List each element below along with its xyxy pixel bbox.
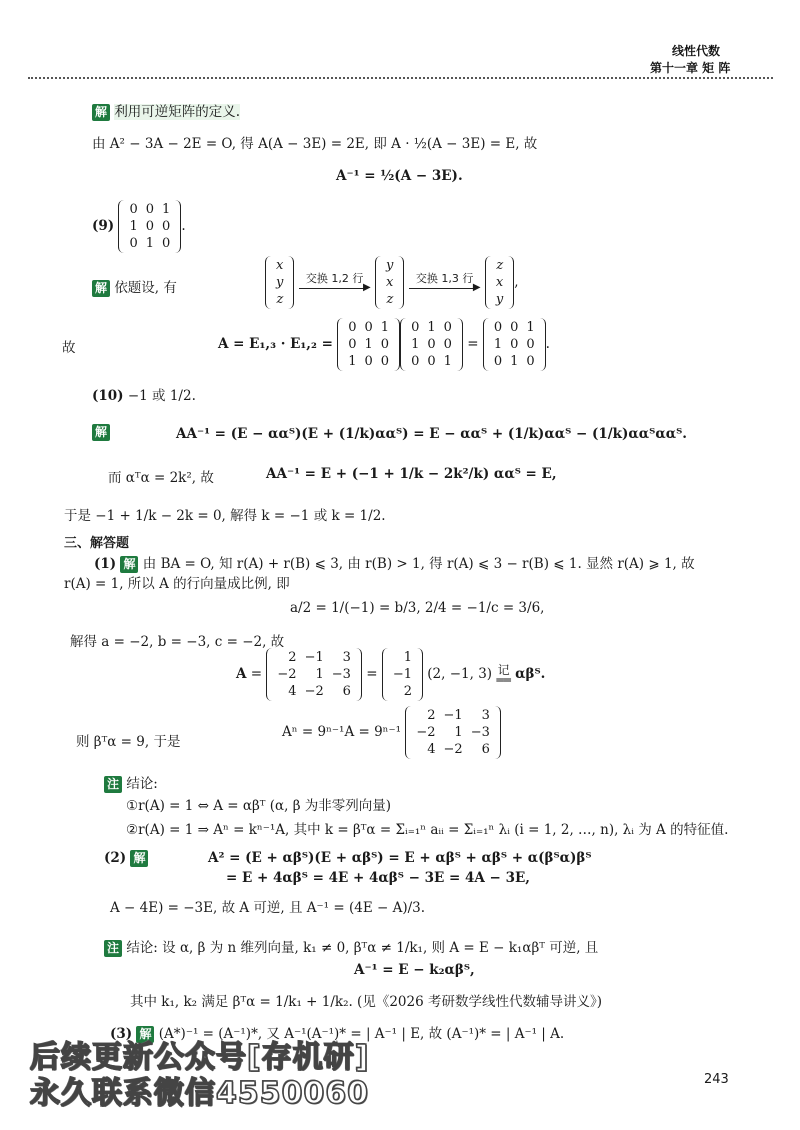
note-1-title-row [104, 772, 158, 793]
question-10-label: (10) [92, 388, 124, 404]
problem-1-decomposition: A = 2 −1 3 −2 1 −3 4 −2 6 = 1 −1 2 (2, −1, 3) 记 ══ αβᵀ. [236, 650, 546, 699]
solution-3-line3: 于是 −1 + 1/k − 2k = 0, 解得 k = −1 或 k = 1/2. [64, 508, 386, 524]
matrix-a-repeat: 2 −1 3 −2 1 −3 4 −2 6 [405, 706, 501, 759]
solution-1-result: A⁻¹ = ½(A − 3E). [336, 168, 463, 184]
solution-2-intro-row [92, 276, 177, 297]
problem-1-then: 则 βᵀα = 9, 于是 [76, 734, 181, 750]
question-9-label: (9) [92, 218, 115, 234]
jie-badge: 解 [130, 850, 148, 867]
note-2-b: A⁻¹ = E − k₂αβᵀ, [354, 962, 475, 978]
problem-1-ratios: a/2 = 1/(−1) = b/3, 2/4 = −1/c = 3/6, [290, 600, 545, 616]
header-chapter: 第十一章 矩 阵 [650, 61, 731, 75]
watermark-line-1: 后续更新公众号[存机研] [30, 1040, 370, 1075]
jie-badge: 解 [136, 1026, 154, 1043]
gu-label: 故 [62, 340, 76, 356]
header-divider [28, 77, 773, 79]
problem-2-line2: = E + 4αβᵀ = 4E + 4αβᵀ − 3E = 4A − 3E, [226, 870, 530, 886]
note-1-a: ①r(A) = 1 ⇔ A = αβᵀ (α, β 为非零列向量) [126, 798, 392, 814]
swap-13-arrow: 交换 1,3 行 ▶ [409, 274, 481, 292]
problem-1-an: Aⁿ = 9ⁿ⁻¹A = 9ⁿ⁻¹ [282, 724, 402, 740]
row-swap-chain: x y z 交换 1,2 行 ▶ y x z 交换 1,3 行 ▶ z x y , [265, 256, 519, 309]
watermark-line-2: 永久联系微信4550060 [30, 1076, 370, 1111]
problem-1-power [282, 706, 501, 759]
column-vector: 1 −1 2 [382, 648, 423, 701]
solution-1-intro: 利用可逆矩阵的定义. [114, 104, 241, 120]
problem-1-line2: r(A) = 1, 所以 A 的行向量成比例, 即 [64, 576, 290, 592]
vector-yxz: y x z [375, 256, 404, 309]
problem-2-label: (2) [104, 850, 127, 866]
note-1-title: 结论: [126, 776, 158, 792]
question-10 [92, 384, 196, 404]
jie-badge: 解 [92, 104, 110, 121]
solution-3-line2b: AA⁻¹ = E + (−1 + 1/k − 2k²/k) ααᵀ = E, [266, 466, 557, 482]
note-2-a-row [104, 936, 598, 957]
problem-2-row [104, 850, 148, 867]
question-10-answer: −1 或 1/2. [127, 388, 196, 404]
solution-1-equation: 由 A² − 3A − 2E = O, 得 A(A − 3E) = 2E, 即 A · ½(A − 3E) = E, 故 [92, 136, 538, 152]
solution-3-row [92, 424, 110, 441]
note-2-a: 结论: 设 α, β 为 n 维列向量, k₁ ≠ 0, βᵀα ≠ 1/k₁, 则 A = E − k₁αβᵀ 可逆, 且 [126, 940, 599, 956]
zhu-badge: 注 [104, 776, 122, 793]
problem-1-solve: 解得 a = −2, b = −3, c = −2, 故 [70, 634, 285, 650]
solution-3-line2a: 而 αᵀα = 2k², 故 [108, 470, 214, 486]
define-equals: 记 ══ [496, 662, 511, 687]
jie-badge: 解 [92, 280, 110, 297]
jie-badge: 解 [92, 424, 110, 441]
zhu-badge: 注 [104, 940, 122, 957]
matrix-e13: 0 0 1 0 1 0 1 0 0 [337, 318, 400, 371]
problem-1-label: (1) [94, 556, 117, 572]
problem-1-line1 [94, 552, 695, 573]
solution-1-intro-row [92, 100, 240, 121]
page-number: 243 [704, 1072, 729, 1087]
vector-zxy: z x y [485, 256, 514, 309]
problem-3-text: (A*)⁻¹ = (A⁻¹)*, 又 A⁻¹(A⁻¹)* = | A⁻¹ | E, 故 (A⁻¹)* = | A⁻¹ | A. [158, 1026, 565, 1042]
header-book-title: 线性代数 [672, 44, 721, 58]
alpha-beta-t: αβᵀ. [515, 666, 546, 682]
matrix-a: 2 −1 3 −2 1 −3 4 −2 6 [266, 648, 362, 701]
elementary-lhs: A = E₁,₃ · E₁,₂ = [218, 336, 333, 352]
row-vector: (2, −1, 3) [427, 666, 493, 682]
problem-2-line3: A − 4E) = −3E, 故 A 可逆, 且 A⁻¹ = (4E − A)/3. [110, 900, 426, 916]
jie-badge: 解 [120, 556, 138, 573]
elementary-product: A = E₁,₃ · E₁,₂ = 0 0 1 0 1 0 1 0 0 0 1 0 1 0 0 0 0 1 = 0 0 1 1 0 0 0 1 0 . [218, 320, 550, 369]
vector-xyz: x y z [265, 256, 294, 309]
matrix-result: 0 0 1 1 0 0 0 1 0 [483, 318, 546, 371]
solution-3-equation: AA⁻¹ = (E − ααᵀ)(E + (1/k)ααᵀ) = E − ααᵀ + (1/k)ααᵀ − (1/k)ααᵀααᵀ. [176, 426, 687, 442]
swap-12-arrow: 交换 1,2 行 ▶ [299, 274, 371, 292]
matrix-e12: 0 1 0 1 0 0 0 0 1 [400, 318, 463, 371]
question-9: (9) 0 0 1 1 0 0 0 1 0 . [92, 202, 186, 251]
problem-2-line1: A² = (E + αβᵀ)(E + αβᵀ) = E + αβᵀ + αβᵀ + α(βᵀα)βᵀ [208, 850, 592, 866]
problem-3-label: (3) [110, 1026, 133, 1042]
note-1-b: ②r(A) = 1 ⇒ Aⁿ = kⁿ⁻¹A, 其中 k = βᵀα = Σᵢ₌₁ⁿ aᵢᵢ = Σᵢ₌₁ⁿ λᵢ (i = 1, 2, …, n), λᵢ 为 A 的特征值. [126, 822, 729, 838]
note-2-c: 其中 k₁, k₂ 满足 βᵀα = 1/k₁ + 1/k₂. (见《2026 考研数学线性代数辅导讲义》) [130, 994, 602, 1010]
solution-2-intro: 依题设, 有 [114, 280, 177, 296]
question-9-matrix: 0 0 1 1 0 0 0 1 0 [118, 200, 181, 253]
problem-1-text1: 由 BA = O, 知 r(A) + r(B) ⩽ 3, 由 r(B) > 1, 得 r(A) ⩽ 3 − r(B) ⩽ 1. 显然 r(A) ⩾ 1, 故 [142, 556, 695, 572]
section-heading: 三、解答题 [64, 536, 130, 551]
